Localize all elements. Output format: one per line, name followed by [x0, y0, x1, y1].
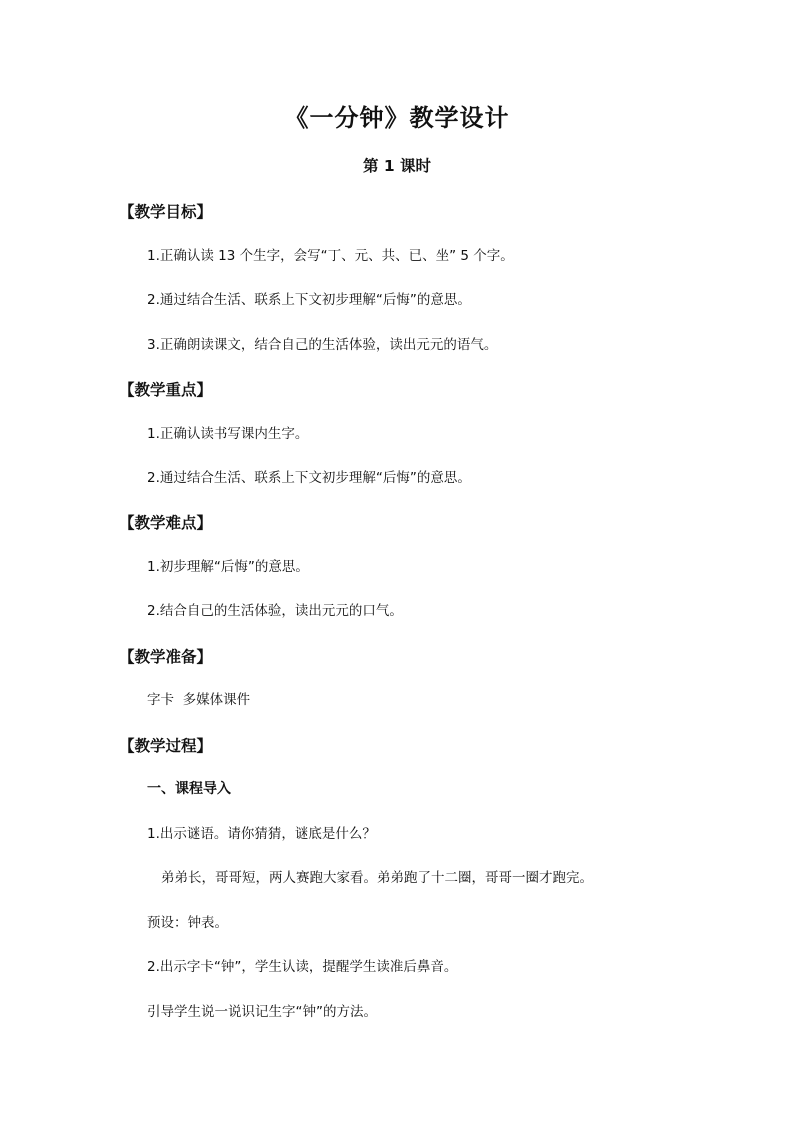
- objective-item-1: 1.正确认读 13 个生字，会写“丁、元、共、已、坐” 5 个字。: [147, 248, 514, 264]
- process-heading: 【教学过程】: [119, 737, 213, 755]
- difficulties-heading: 【教学难点】: [119, 514, 213, 532]
- process-step-1: 1.出示谜语。请你猜猜，谜底是什么？: [147, 826, 376, 842]
- key-point-item-1: 1.正确认读书写课内生字。: [147, 426, 309, 442]
- page-title: 《一分钟》教学设计: [284, 104, 510, 132]
- process-step-2: 2.出示字卡“钟”，学生认读，提醒学生读准后鼻音。: [147, 959, 458, 975]
- preparation-text: 字卡 多媒体课件: [147, 692, 251, 708]
- key-point-item-2: 2.通过结合生活、联系上下文初步理解“后悔”的意思。: [147, 470, 471, 486]
- riddle-text: 弟弟长，哥哥短，两人赛跑大家看。弟弟跑了十二圈，哥哥一圈才跑完。: [161, 870, 593, 886]
- objective-item-2: 2.通过结合生活、联系上下文初步理解“后悔”的意思。: [147, 292, 471, 308]
- process-part1-title: 一、课程导入: [147, 781, 231, 797]
- objectives-heading: 【教学目标】: [119, 203, 213, 221]
- difficulty-item-2: 2.结合自己的生活体验，读出元元的口气。: [147, 603, 403, 619]
- objective-item-3: 3.正确朗读课文，结合自己的生活体验，读出元元的语气。: [147, 337, 498, 353]
- riddle-answer: 预设：钟表。: [147, 915, 228, 931]
- preparation-heading: 【教学准备】: [119, 648, 213, 666]
- lesson-period: 第 1 课时: [362, 157, 432, 175]
- key-points-heading: 【教学重点】: [119, 381, 213, 399]
- difficulty-item-1: 1.初步理解“后悔”的意思。: [147, 559, 309, 575]
- process-guide: 引导学生说一说识记生字“钟”的方法。: [147, 1004, 377, 1020]
